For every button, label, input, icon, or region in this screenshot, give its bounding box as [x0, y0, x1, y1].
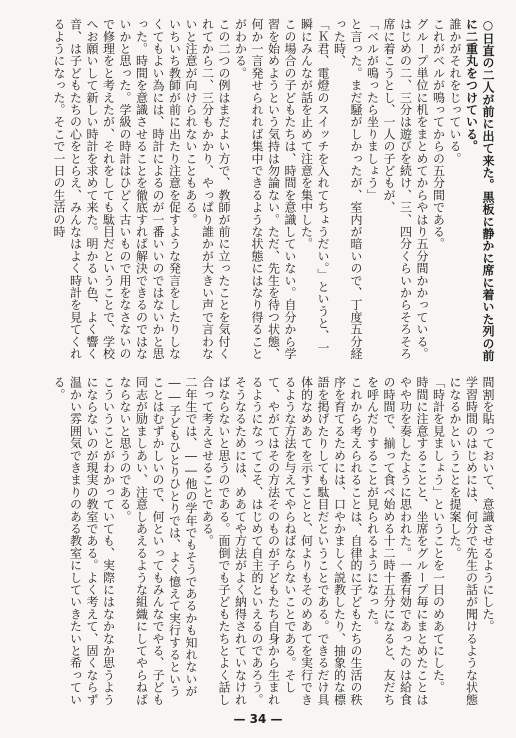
paragraph: いちいち教師が前に出たり注意を促すような発言をしたりしなくてもよい為には、時計によるのが一番いいのではないかと思った。時間を意識させることを徹底すれば解決できるのではないかと思った。学級の時計はひどく古いもので用をなさないので修理をと考えたが、それをしても駄目だということで、学校へお願いして新しい時計を求めて来た。明かるい色、よく響く音、は子どもたちの心をとらえ、みんなはよく時計を見てくれるようになった。そこで一日の生活の時 [52, 18, 182, 360]
paragraph: こういうことがわかっていても、実際にはなかなか思うようにならないのが現実の教室である。よく考えて、固くならず温かい雰囲気できまりのある教室にしていきたいと希っている。 [52, 376, 116, 706]
quote-line: 「時計を見ましょう」ということを一日のめあてにした。 [431, 376, 446, 694]
paragraph: これから考えられることは、自律的に子どもたちの生活の秩序を育てるためには、口やかましく説教したり、抽象的な標語を掲げたりしても駄目だということである。できるだけ具体的なめあてを示すことと、何よりもそのめあてを実行できるような方法を与えてやらねばならないことである。そして、やがてはその方法そのものが子どもたち自身から生まれるようになってこそ、はじめて自主的といえるのであろう。そうなるためには、めあてや方法がよく納得されていなければならないと思うのである。面倒でも子どもたちとよく話し合って考えさせることである。 [200, 376, 363, 706]
paragraph: ○日直の二人が前に出て来た。黒板に静かに席に着いた列の前に二重丸をつけている。 [464, 18, 495, 362]
paragraph: 誰かがそれをじっている。 [448, 18, 462, 165]
paragraph: この二つの例はまだよい方で、教師が前に立ったことを気付くれてから二、三分もかかり、やっぱり誰かが大きい声で言わないと注意が向けられないこともある。 [184, 18, 231, 360]
quote-line: 「Ｋ君、電燈のスイッチを入れてちょうだい。」というと、一瞬にみんなが話を止めて注意を集中した。 [299, 18, 330, 354]
paragraph: 間割を貼っておいて、意識させるようにした。 [481, 376, 495, 633]
paragraph: グループ単位に机をまとめてからやはり五分間かかっている。はじめの二、三分は遊びを続け、三、四分くらいからそろそろ席に着こうとし、一人の子どもが、 [382, 18, 429, 360]
upper-text-block [20, 18, 496, 364]
quote-line: 「ベルが鳴ったら坐りましょう」 [365, 18, 380, 201]
paragraph: 時間に注意することと、坐席をグループ毎にまとめたことはやや功を奏したように思われた。一番有効であったのは給食の時間で、揃って食べ始める十二時十五分になると、友だちを呼んだりすることが見られるようになった。 [365, 376, 429, 706]
page-number: — 34 — [233, 712, 283, 726]
lower-text-block [20, 376, 496, 706]
paragraph: 二年生では、――他の学年でもそうであるかも知れないが――子どもひとりひとりでは、よく憶えて実行するということはむずかしいので、何といってもみんなでやる、子ども同志が励ましあい、注意しあえるような組織にしてやらねばならないと思うのである。 [118, 376, 198, 706]
paragraph: 学習時間のはじめには、何分で先生の話が聞けるような状態になるかということを提案した。 [448, 376, 479, 706]
paragraph: これがベルが鳴ってからの五分間である。 [431, 18, 446, 250]
paragraph: この場合の子どもたちは、時間を意識していない。自分から学習を始めようという気持は勿論ない。ただ、先生を待つ状態、何か一言発せられれば集中できるような状態にはなり得ることがわかる。 [233, 18, 297, 360]
paragraph: と言った。まだ騒がしかったが、室内が暗いので、丁度五分経った時、 [332, 18, 363, 360]
